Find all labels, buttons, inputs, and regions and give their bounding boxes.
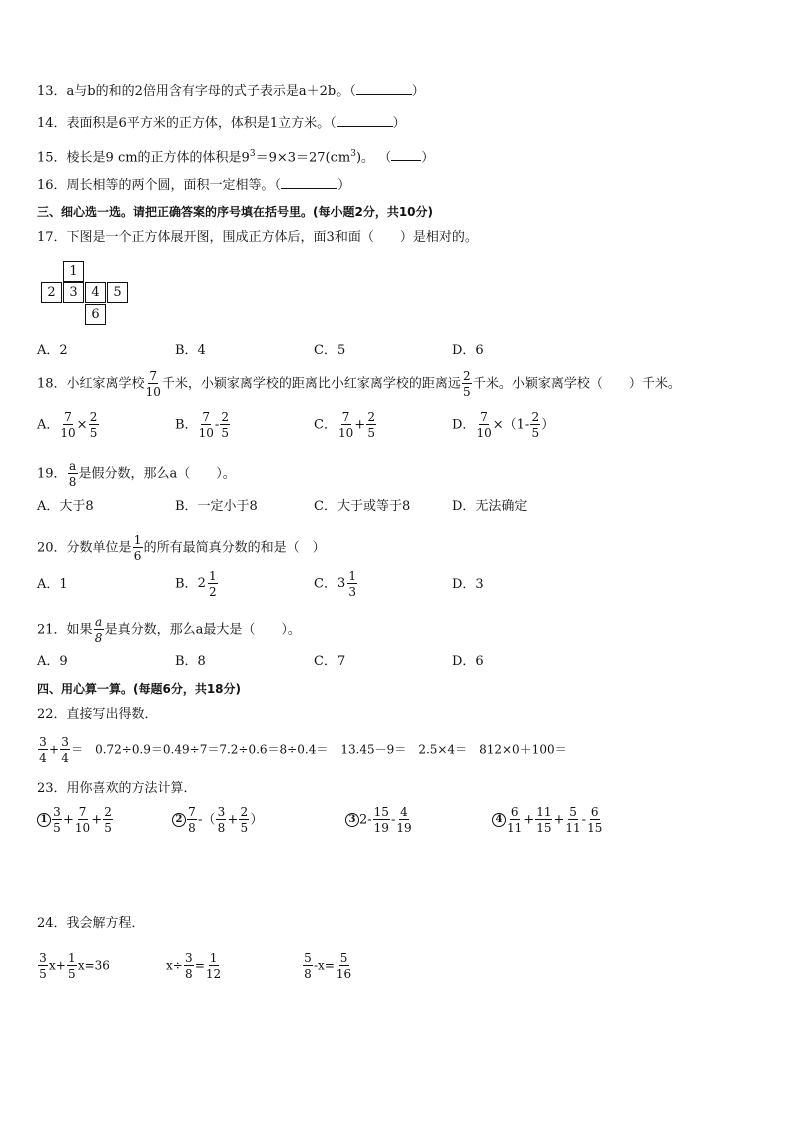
fraction: [336, 952, 351, 980]
numerator: 3: [185, 951, 193, 965]
denominator: 5: [39, 967, 47, 981]
numerator: 6: [590, 805, 599, 819]
question-21: [37, 616, 301, 644]
net-face-4: 4: [85, 282, 106, 303]
question-number: 13．: [37, 84, 67, 99]
option-label: A．: [37, 417, 60, 433]
fraction: [535, 806, 552, 834]
question-15: [37, 145, 434, 167]
question-number: 16．: [37, 178, 67, 193]
fraction: [216, 806, 226, 834]
net-face-5: 5: [107, 282, 128, 303]
operator: -: [581, 812, 587, 828]
denominator: 5: [531, 426, 540, 440]
whole-part: 2: [197, 576, 206, 591]
denominator: 5: [221, 426, 230, 440]
numerator: 3: [39, 735, 47, 749]
option-label: B．: [175, 417, 198, 433]
option-c[interactable]: C．5: [314, 343, 346, 358]
option-c[interactable]: C．大于或等于8: [314, 499, 411, 514]
denominator: 5: [367, 426, 375, 440]
option-label: C．: [314, 576, 337, 592]
numerator: 3: [61, 735, 69, 749]
question-24: [37, 915, 145, 933]
exponent: 3: [350, 149, 356, 159]
numerator: 7: [341, 410, 350, 424]
question-number: 19．: [37, 466, 67, 482]
question-19: [37, 460, 236, 488]
option-label: D．: [452, 417, 476, 433]
question-text: 周长相等的两个圆，面积一定相等。（: [66, 178, 282, 193]
question-text: 千米。小颖家离学校（ ）千米。: [472, 376, 681, 392]
numerator: 7: [64, 410, 72, 424]
answer-blank[interactable]: [281, 176, 337, 189]
circled-number-2: 2: [172, 813, 186, 827]
fraction: [396, 806, 411, 834]
numerator: 2: [240, 805, 249, 819]
fraction: [38, 736, 48, 764]
numerator: 11: [536, 805, 552, 819]
denominator: 2: [209, 585, 217, 599]
denominator: 6: [133, 549, 142, 563]
fraction: [462, 370, 472, 398]
fraction: [52, 806, 62, 834]
fraction: [206, 952, 221, 980]
operator: +: [49, 742, 60, 757]
option-d[interactable]: [452, 411, 554, 439]
denominator: 10: [145, 385, 161, 399]
operator: +: [523, 812, 535, 828]
fraction: [133, 534, 143, 562]
numerator: 5: [304, 951, 312, 965]
operator: +: [91, 812, 103, 828]
question-number: 15．: [37, 150, 67, 166]
denominator: 5: [104, 821, 112, 835]
fraction: [366, 411, 376, 439]
paren-close: ）: [411, 84, 425, 99]
numerator: 3: [39, 951, 47, 965]
denominator: 5: [240, 821, 249, 835]
numerator: 15: [373, 805, 389, 819]
circled-number-1: 1: [37, 813, 51, 827]
question-23: [37, 780, 197, 798]
fraction: [67, 952, 77, 980]
fraction: [347, 570, 357, 598]
fraction: [338, 411, 353, 439]
question-17: [37, 229, 478, 247]
denominator: 5: [53, 821, 61, 835]
denominator: 8: [68, 475, 77, 489]
question-text: 表面积是6平方米的正方体，体积是1立方米。（: [66, 116, 337, 131]
question-text: 下图是一个正方体展开图，围成正方体后，面3和面（ ）是相对的。: [66, 230, 478, 245]
equation-term: x=36: [77, 958, 110, 973]
denominator: 8: [185, 967, 193, 981]
question-text: 小红家离学校: [66, 376, 145, 392]
fraction: [187, 806, 197, 834]
numerator: a: [94, 615, 103, 629]
fraction: [303, 952, 313, 980]
numerator: 2: [531, 410, 540, 424]
question-number: 21．: [37, 622, 67, 638]
mental-math-expressions: ＝ 0.72÷0.9＝0.49÷7＝7.2÷0.6＝8÷0.4＝ 13.45－9＝ 2.5×4＝ 812×0＋100＝: [71, 742, 567, 757]
option-a[interactable]: A．大于8: [37, 499, 94, 514]
net-face-1: 1: [63, 261, 84, 282]
equation-term: x÷: [166, 958, 183, 973]
operator: -: [214, 417, 220, 433]
numerator: 2: [104, 805, 112, 819]
numerator: 2: [221, 410, 230, 424]
equals-sign: =: [194, 958, 205, 973]
fraction: [60, 411, 75, 439]
denominator: 11: [565, 821, 581, 835]
option-a[interactable]: A．2: [37, 343, 68, 358]
numerator: 1: [133, 533, 142, 547]
operator: +: [227, 812, 239, 828]
fraction: [565, 806, 580, 834]
question-text: 千米，小颖家离学校的距离比小红家离学校的距离远: [161, 376, 461, 392]
denominator: 3: [348, 585, 357, 599]
whole-part: 3: [336, 576, 346, 591]
denominator: 8: [217, 821, 226, 835]
question-text: 直接写出得数．: [66, 707, 158, 722]
equation-3: [302, 952, 352, 980]
option-b[interactable]: B．一定小于8: [175, 499, 258, 514]
fraction: [68, 460, 78, 488]
option-b[interactable]: [175, 570, 219, 598]
numerator: 7: [188, 805, 196, 819]
denominator: 10: [60, 426, 76, 440]
question-13: [37, 82, 425, 101]
numerator: 1: [68, 951, 76, 965]
mental-math-row: [37, 736, 567, 764]
operator: ×（1-: [492, 417, 530, 433]
calc-problem-2: [172, 806, 263, 834]
net-face-6: 6: [85, 304, 106, 325]
numerator: 7: [202, 410, 211, 424]
fraction: [220, 411, 230, 439]
calc-problem-3: [345, 806, 413, 834]
numerator: 7: [78, 805, 87, 819]
denominator: 5: [463, 385, 471, 399]
denominator: 19: [373, 821, 389, 835]
question-text: 棱长是9 cm的正方体的体积是9: [66, 150, 250, 166]
denominator: 10: [198, 426, 214, 440]
denominator: 8: [304, 967, 312, 981]
equation-1: [37, 952, 110, 980]
option-d[interactable]: D．无法确定: [452, 499, 528, 514]
option-b[interactable]: B．4: [175, 343, 206, 358]
section-3-heading: 三、细心选一选。请把正确答案的序号填在括号里。(每小题2分，共10分): [37, 205, 434, 219]
question-text: ＝9×3＝27(cm: [255, 150, 351, 166]
section-4-heading: 四、用心算一算。(每题6分，共18分): [37, 682, 242, 696]
fraction: [38, 952, 48, 980]
question-number: 17．: [37, 230, 67, 245]
question-text: 分数单位是: [66, 540, 132, 556]
option-a[interactable]: A．1: [37, 577, 68, 592]
numerator: 1: [209, 569, 217, 583]
equation-term: -x=: [314, 958, 335, 973]
operator: -（: [198, 812, 216, 828]
option-c[interactable]: [314, 570, 358, 598]
denominator: 15: [587, 821, 603, 835]
question-20: [37, 534, 326, 562]
mixed-number: [337, 570, 358, 598]
fraction: [587, 806, 602, 834]
numerator: a: [68, 459, 77, 473]
exponent: 3: [249, 149, 256, 159]
fraction: [507, 806, 522, 834]
numerator: 1: [209, 951, 218, 965]
net-face-2: 2: [41, 282, 62, 303]
denominator: 11: [507, 821, 523, 835]
question-text: 我会解方程．: [66, 916, 145, 931]
operator: +: [63, 812, 74, 828]
denominator: 5: [68, 967, 76, 981]
question-text: 是假分数，那么a（ ）。: [78, 466, 236, 482]
operator: +: [553, 812, 565, 828]
net-face-3: 3: [63, 282, 84, 303]
option-c[interactable]: [314, 411, 377, 439]
question-16: [37, 176, 350, 195]
circled-number-3: 3: [345, 813, 359, 827]
fraction: [239, 806, 249, 834]
denominator: 16: [335, 967, 352, 981]
answer-blank[interactable]: [337, 114, 393, 127]
question-text: )。 （: [355, 150, 392, 166]
paren-close: ）: [337, 178, 351, 193]
fraction: [60, 736, 70, 764]
denominator: 12: [205, 967, 222, 981]
numerator: 1: [348, 569, 357, 583]
question-number: 18．: [37, 376, 67, 392]
question-text: 的所有最简真分数的和是（ ）: [143, 540, 326, 556]
leading-term: 2-: [359, 812, 372, 828]
numerator: 2: [89, 410, 98, 424]
question-text: 是真分数，那么a最大是（ ）。: [104, 622, 301, 638]
paren-close: ）: [541, 417, 555, 433]
operator: +: [354, 417, 366, 433]
circled-number-4: 4: [492, 813, 506, 827]
paren-close: ）: [392, 116, 406, 131]
denominator: 15: [536, 821, 552, 835]
option-label: C．: [314, 417, 337, 433]
denominator: 4: [39, 751, 47, 765]
question-14: [37, 114, 406, 133]
question-number: 20．: [37, 540, 67, 556]
numerator: 7: [480, 410, 488, 424]
denominator: 5: [89, 426, 98, 440]
calc-problem-1: [37, 806, 114, 834]
option-d[interactable]: D．6: [452, 654, 484, 669]
option-c[interactable]: C．7: [314, 654, 346, 669]
question-text: 用你喜欢的方法计算．: [66, 781, 197, 796]
answer-blank[interactable]: [391, 148, 421, 161]
equation-term: x+: [49, 958, 66, 973]
numerator: 2: [367, 410, 375, 424]
option-d[interactable]: D．3: [452, 577, 484, 592]
paren-close: ）: [250, 812, 264, 828]
numerator: 7: [149, 369, 158, 383]
paren-close: ）: [421, 150, 435, 166]
fraction: [75, 806, 90, 834]
question-18: [37, 370, 681, 398]
answer-blank[interactable]: [356, 82, 412, 95]
numerator: 3: [217, 805, 226, 819]
question-text: 如果: [66, 622, 93, 638]
question-number: 22．: [37, 707, 67, 722]
cube-net-figure: [41, 261, 137, 327]
option-label: B．: [175, 576, 198, 592]
operator: ×: [76, 417, 88, 433]
question-number: 24．: [37, 916, 67, 931]
fraction: [103, 806, 113, 834]
numerator: 6: [510, 805, 519, 819]
question-number: 14．: [37, 116, 67, 131]
fraction: [530, 411, 540, 439]
fraction: [89, 411, 99, 439]
denominator: 8: [188, 821, 196, 835]
fraction: [373, 806, 390, 834]
question-text: a与b的和的2倍用含有字母的式子表示是a＋2b。（: [66, 84, 356, 99]
option-b[interactable]: B．8: [175, 654, 206, 669]
mixed-number: [198, 570, 219, 598]
option-a[interactable]: [37, 411, 100, 439]
fraction: [208, 570, 218, 598]
option-b[interactable]: [175, 411, 231, 439]
equation-2: [166, 952, 222, 980]
numerator: 2: [463, 369, 471, 383]
denominator: 19: [396, 821, 412, 835]
numerator: 5: [339, 951, 348, 965]
fraction: [184, 952, 194, 980]
denominator: 8: [94, 631, 103, 645]
question-number: 23．: [37, 781, 67, 796]
fraction: [146, 370, 161, 398]
fraction: [199, 411, 214, 439]
calc-problem-4: [492, 806, 603, 834]
denominator: 10: [74, 821, 91, 835]
numerator: 4: [400, 805, 408, 819]
operator: -: [390, 812, 396, 828]
denominator: 4: [61, 751, 69, 765]
fraction: [94, 616, 104, 644]
denominator: 10: [337, 426, 354, 440]
option-d[interactable]: D．6: [452, 343, 484, 358]
numerator: 5: [569, 805, 577, 819]
numerator: 3: [53, 805, 61, 819]
question-22: [37, 706, 158, 724]
denominator: 10: [476, 426, 492, 440]
fraction: [476, 411, 491, 439]
option-a[interactable]: A．9: [37, 654, 68, 669]
